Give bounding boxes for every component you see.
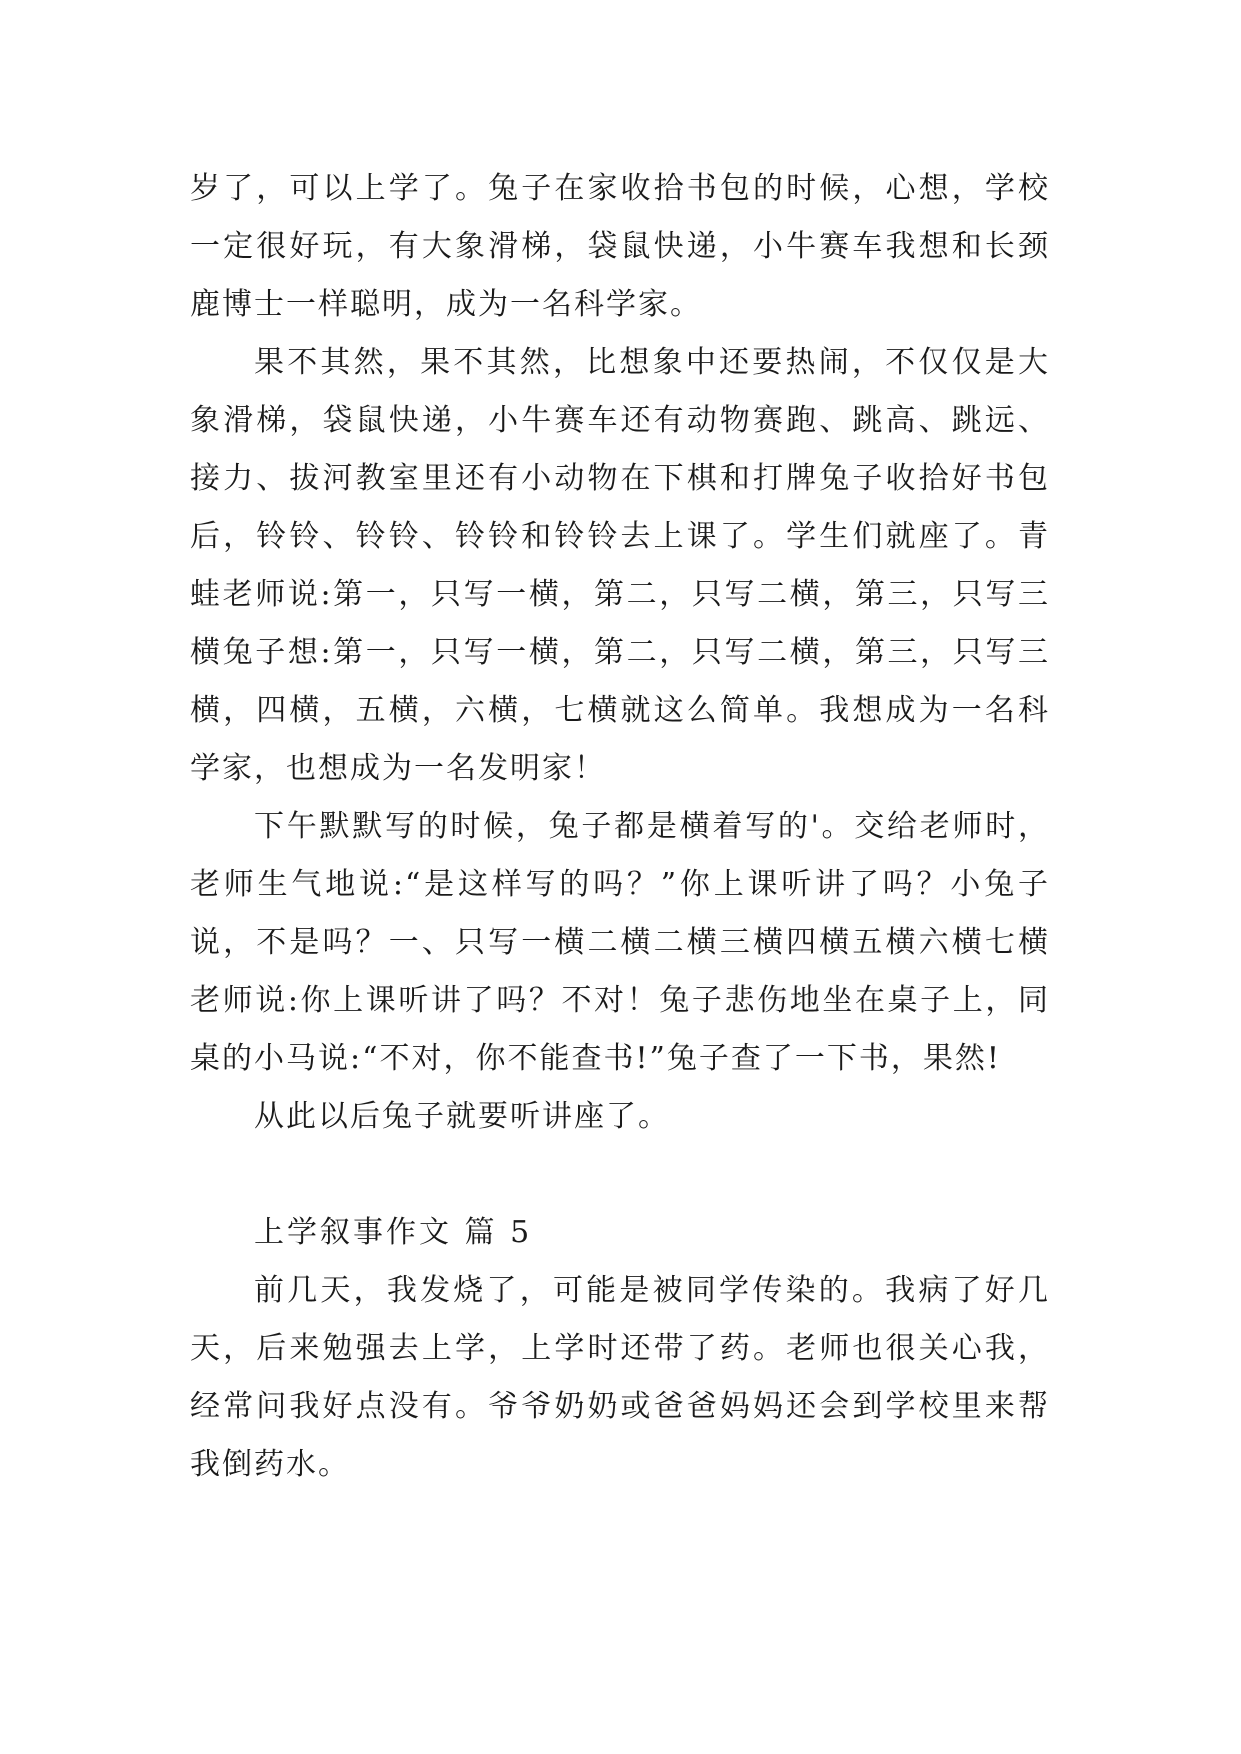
paragraph: 果不其然，果不其然，比想象中还要热闹，不仅仅是大象滑梯，袋鼠快递，小牛赛车还有动物赛跑、跳高、跳远、接力、拔河教室里还有小动物在下棋和打牌兔子收拾好书包后，铃铃、铃铃、铃铃和铃铃去上课了。学生们就座了。青蛙老师说:第一，只写一横，第二，只写二横，第三，只写三横兔子想:第一，只写一横，第二，只写二横，第三，只写三横，四横，五横，六横，七横就这么简单。我想成为一名科学家，也想成为一名发明家！ [190,345,1050,786]
paragraph: 前几天，我发烧了，可能是被同学传染的。我病了好几天，后来勉强去上学，上学时还带了药。老师也很关心我，经常问我好点没有。爷爷奶奶或爸爸妈妈还会到学校里来帮我倒药水。 [190,1273,1050,1482]
document-body [190,160,1050,1494]
section-spacer [190,1146,1050,1204]
paragraph: 从此以后兔子就要听讲座了。 [254,1099,670,1134]
section-title: 上学叙事作文 篇 5 [254,1215,533,1250]
paragraph-continuation: 岁了，可以上学了。兔子在家收拾书包的时候，心想，学校一定很好玩，有大象滑梯，袋鼠快递，小牛赛车我想和长颈鹿博士一样聪明，成为一名科学家。 [190,171,1050,322]
paragraph: 下午默默写的时候，兔子都是横着写的'。交给老师时，老师生气地说:“是这样写的吗？”你上课听讲了吗？小兔子说，不是吗？一、只写一横二横二横三横四横五横六横七横老师说:你上课听讲了吗？不对！兔子悲伤地坐在桌子上，同桌的小马说:“不对，你不能查书!”兔子查了一下书，果然! [190,809,1050,1076]
